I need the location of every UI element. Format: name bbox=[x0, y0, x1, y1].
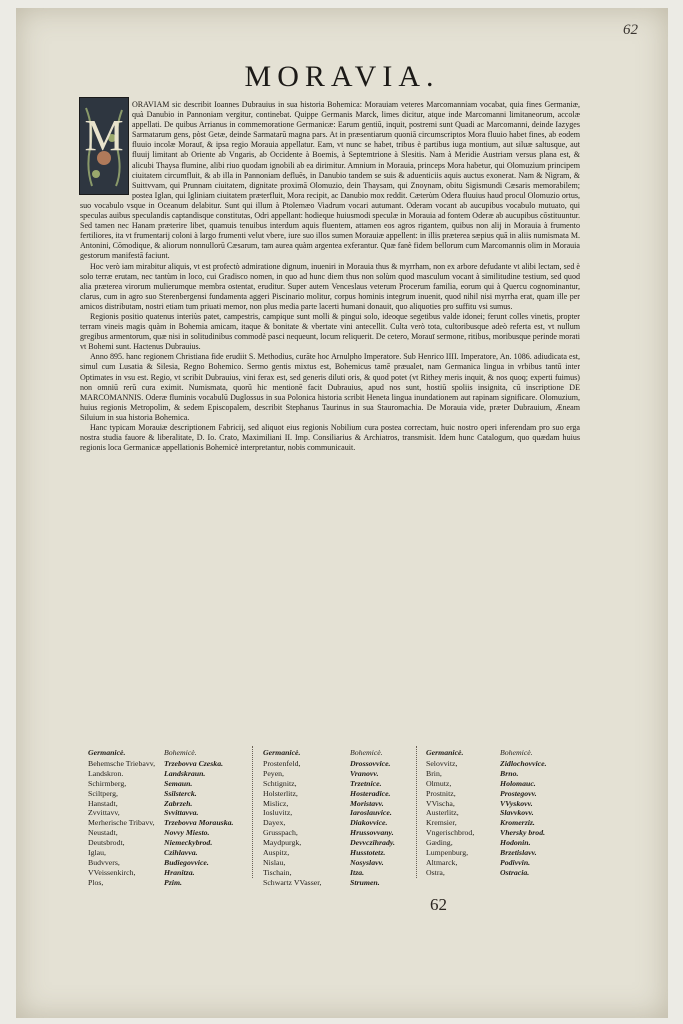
table-cell: Peyen, bbox=[263, 768, 285, 778]
table-cell: Auspitz, bbox=[263, 848, 290, 858]
paragraph-1: ORAVIAM sic describit Ioannes Dubrauius in sua historia Bohemica: Morauiam veteres Marcomanniam vocabat, quia fines Germaniæ, quà Danubio in Pannoniam vergitur, continebat. Quippe Germanis Marck, limes dicitur, atque inde Marcomanni limitaneorum, accolæ appellati. De quibus Arrianus in commemoratione Germanicæ: Earum gentiū, inquit, postremi sunt Quadi ac Marcomanni, deinde Iazyges Sarmatarum gens, pòst Getæ, deinde Sarmatarū magna pars. At in præsentiarum quoniā circumscriptos Mora fluuio habet fines, ab eodem fluuio incolæ Morauī, & ipsa regio Morauia appellatur. Eam, vt nunc se habet, tribus è partibus iuga montium, aut siluæ saltusque, aut fluuij limitant ab Oriente ab Vngaris, ab Occidente à Boemis, à Septemtrione à Slesitis. Nam à Meridie Austriam versus plana est, & alicubi Thaysa flumine, alibi riuo quodam ignobili ab ea dirimitur. Amnium in Morauia, princeps Mora habetur, qui Olomuzium principem ciuitatem circumfluit, & ab illa in Pannoniam defluēs, in Danubio tandem se suis & aduenticiis aquis auctus exonerat. Nam & Nigram, & Suittvvam, qui Prunnam ciuitatem, dignitate proximā Olomuzio, dein Thaysam, qui Znoynam, obitu Sigismundi Cæsaris memorabilem; postea Iglan, qui Igliniam ciuitatem præterfluit, Mora recipit, ac Danubio mox reddit. Cæterùm Odera fluuius haud procul Olomuzio ortus, suo vocabulo vsque in Oceanum delabitur. Sunt qui illum à Ptolemæo Viadrum vocari autumant. Oderam vocant ab aucupibus vocabulo mutuato, qui speculas auibus speculandis captandisque constitutas, Odri appellant: hodieque huiusmodi speculæ in Morauia ad fontem Oderæ ab aucupibus cōstituuntur. Sed tamen nec Hanam præterire libet, quamuis tenuibus interdum aquis fluentem, attamen eos agros rigantem, quibus non alij in Morauia à frumento fertiliores, ita vt frumentarij coloni à largo frumenti velut vbere, iure suo illos sumen Morauiæ appellent: in illis præterea sæpius quā in aliis numismata M. Antonini, Cōmodique, & aliorum nonnullorū Cæsarum, tam aurea quàm argentea exferantur. Quæ fanè fidem bellorum cum Marcomannis olim in Morauia gestorum manifestā faciunt. bbox=[80, 100, 580, 261]
table-cell: Vhersky brod. bbox=[500, 828, 546, 838]
table-cell: Schwartz VVasser, bbox=[263, 877, 322, 887]
table-cell: Hanstadt, bbox=[88, 798, 118, 808]
table-cell: Olmutz, bbox=[426, 778, 452, 788]
place-names-table bbox=[88, 748, 598, 888]
table-col-5 bbox=[426, 748, 474, 878]
table-cell: Mislicz, bbox=[263, 798, 289, 808]
table-header: Germanicè. bbox=[88, 748, 126, 757]
decorated-initial-icon bbox=[80, 98, 128, 194]
initial-letter: M bbox=[84, 111, 124, 160]
table-cell: Iosluvitz, bbox=[263, 808, 293, 818]
page-title: MORAVIA. bbox=[244, 60, 440, 93]
table-cell: Ostra, bbox=[426, 867, 445, 877]
body-text bbox=[80, 100, 580, 453]
table-cell: Maydpurgk, bbox=[263, 838, 302, 848]
table-cell: Ssilsterck. bbox=[164, 788, 197, 798]
table-cell: Pzim. bbox=[164, 877, 182, 887]
table-cell: Vranovv. bbox=[350, 768, 379, 778]
table-cell: VVyskovv. bbox=[500, 798, 533, 808]
table-cell: Deutsbrodt, bbox=[88, 838, 125, 848]
table-cell: Husstotetz. bbox=[350, 848, 386, 858]
table-cell: Kromerziz. bbox=[500, 818, 535, 828]
table-cell: Holsterlitz, bbox=[263, 788, 298, 798]
table-cell: Brzetislavv. bbox=[500, 848, 537, 858]
page-number-top: 62 bbox=[623, 22, 638, 38]
table-cell: Budvvers, bbox=[88, 857, 120, 867]
table-col-1 bbox=[88, 748, 155, 888]
table-divider bbox=[416, 746, 417, 878]
table-col-3 bbox=[263, 748, 321, 888]
table-cell: Altmarck, bbox=[426, 857, 458, 867]
table-cell: Zvvittavv, bbox=[88, 808, 120, 818]
table-cell: Schtignitz, bbox=[263, 778, 297, 788]
table-col-2 bbox=[164, 748, 233, 888]
table-cell: Svvittavva. bbox=[164, 808, 199, 818]
table-cell: Tischain, bbox=[263, 867, 292, 877]
table-header: Bohemicè. bbox=[500, 748, 533, 757]
table-cell: Iglau, bbox=[88, 848, 106, 858]
paragraph-2: Hoc verò iam mirabitur aliquis, vt est profectò admiratione dignum, inueniri in Morauia thus & myrrham, non ex arbore defudante vt alibi lectam, sed è solo terræ erutam, nec tantùm in loco, cui Gradisco nomen, in quo ad hunc diem thus non solùm quod masculum vocant à similitudine testium, sed quod alia præterea virorum mulierumque membra ostentat, eruditur. Super autem Venceslaus veterum Procerum familia, eorum qui à Quercu cognominantur, clarus, cum in agro suo Sterenbergensi fundamenta aggeri Piscinario molitur, corpus hominis integrum inuenit, quod nihil nisi myrrha erat, quam ille per amicos distributam, nostri etiam tum priuati memor, non plus media parte lacerti humani donauit, quo aliquoties pro suffitu vsi sumus. bbox=[80, 261, 580, 311]
table-cell: Moristavv. bbox=[350, 798, 384, 808]
decorated-initial-m bbox=[79, 97, 129, 195]
table-cell: Trzetnice. bbox=[350, 778, 382, 788]
table-cell: Selovvitz, bbox=[426, 758, 458, 768]
table-cell: Niemeckybrod. bbox=[164, 838, 213, 848]
paragraph-3: Regionis positio quatenus interiùs patet, campestris, campique sunt molli & pingui solo, ideoque segetibus valde idonei; ferunt colles vinetis, propter terram vineis magis quàm in Bohemia amicam, itaque & bonitate & vbertate vini antecellit. Culta verò tota, cultoribusque adeò referta est, vt nullum gregibus armentorum, quæ nisi in solitudinibus commodè pasci nequeunt, locum reliquerit. De cetero, Morauī sermone, ritibus, moribusque perinde morati vt Bohemi sunt. Hactenus Dubrauius. bbox=[80, 311, 580, 352]
table-col-6 bbox=[500, 748, 547, 878]
table-cell: Ostracia. bbox=[500, 867, 530, 877]
table-cell: Czihlavva. bbox=[164, 848, 198, 858]
table-cell: Dayex, bbox=[263, 818, 286, 828]
table-cell: Hrussovvany. bbox=[350, 828, 394, 838]
table-cell: Iaroslauvice. bbox=[350, 808, 392, 818]
table-cell: Vngerischbrod, bbox=[426, 828, 475, 838]
table-cell: Kremsier, bbox=[426, 818, 457, 828]
table-cell: Hranitza. bbox=[164, 867, 195, 877]
table-cell: Schirmberg, bbox=[88, 778, 127, 788]
table-cell: Landskraun. bbox=[164, 768, 206, 778]
table-cell: Trzebovva Czeska. bbox=[164, 758, 224, 768]
page-number-bottom: 62 bbox=[430, 895, 447, 914]
table-cell: Hodonin. bbox=[500, 838, 531, 848]
table-col-4 bbox=[350, 748, 395, 888]
table-header: Bohemicè. bbox=[164, 748, 197, 757]
paragraph-4: Anno 895. hanc regionem Christiana fide erudiit S. Methodius, curāte hoc Arnulpho Imperatore. Sub Henrico IIII. Imperatore, An. 1086. adiudicata est, simul cum Lusatia & Silesia, Regno Bohemico. Sermo gentis mixtus est, Bohemicus tamē præualet, nam Germanica lingua in vrbibus tantū inter Optimates in vsu est. Regio, vt scribit Dubrauius, vini ferax est, sed generis diluti oris, & quod potet (vt Rithey meris inquit, & nos quoq; experti fuimus) non omniū rerū cura eximit. Numismata, quorū hic mentionē facit Dubrauius, apud nos sunt, hostiū spoliis insignita, cū inscriptione DE MARCOMANNIS. Oderæ fluminis vocabulū Duglossus in sua Polonica historia scribit Heneta lingua inundationem aut rapinam significare. Olomuzium, huius regionis Metropolim, & sedem Episcopalem, describit Stephanus Taurinus in sua Stauromachia. De Morauia vide, præter Dubrauium, Æneam Siluium in sua historia Bohemica. bbox=[80, 352, 580, 422]
table-cell: Merherische Tribavv, bbox=[88, 818, 155, 828]
table-cell: Prostegovv. bbox=[500, 788, 537, 798]
table-cell: Podivvin. bbox=[500, 857, 531, 867]
table-cell: Strumen. bbox=[350, 877, 380, 887]
table-cell: Drossovvice. bbox=[350, 758, 391, 768]
table-divider bbox=[252, 746, 253, 878]
table-cell: Budiegovvice. bbox=[164, 857, 209, 867]
table-cell: Grusspach, bbox=[263, 828, 298, 838]
table-cell: Behemsche Triebavv, bbox=[88, 758, 156, 768]
table-cell: Gæding, bbox=[426, 838, 453, 848]
table-cell: Sciltperg, bbox=[88, 788, 118, 798]
table-cell: Zabrzeh. bbox=[164, 798, 193, 808]
table-cell: Neustadt, bbox=[88, 828, 118, 838]
table-cell: Brno. bbox=[500, 768, 519, 778]
table-cell: Devvczihrady. bbox=[350, 838, 395, 848]
table-cell: Lumpenburg, bbox=[426, 848, 469, 858]
table-cell: Prostnitz, bbox=[426, 788, 456, 798]
table-cell: Trzebovva Morauska. bbox=[164, 818, 234, 828]
table-cell: Nislau, bbox=[263, 857, 286, 867]
table-cell: Plos, bbox=[88, 877, 104, 887]
table-cell: Zidlochovvice. bbox=[500, 758, 547, 768]
table-cell: Slavvkovv. bbox=[500, 808, 534, 818]
table-cell: Diakovvice. bbox=[350, 818, 388, 828]
table-cell: VVischa, bbox=[426, 798, 455, 808]
table-cell: Brin, bbox=[426, 768, 442, 778]
table-header: Germanicè. bbox=[263, 748, 301, 757]
table-cell: Nosyslavv. bbox=[350, 857, 384, 867]
table-cell: Semaun. bbox=[164, 778, 193, 788]
table-cell: Holomauc. bbox=[500, 778, 536, 788]
table-header: Bohemicè. bbox=[350, 748, 383, 757]
table-cell: Novvy Miesto. bbox=[164, 828, 210, 838]
table-cell: VVeissenkirch, bbox=[88, 867, 136, 877]
table-cell: Hosteradice. bbox=[350, 788, 391, 798]
table-header: Germanicè. bbox=[426, 748, 464, 757]
table-cell: Austerlitz, bbox=[426, 808, 459, 818]
table-cell: Prostenfeld, bbox=[263, 758, 301, 768]
paragraph-5: Hanc typicam Morauiæ descriptionem Fabricij, sed aliquot eius regionis Nobilium cura postea correctam, huic nostro operi inferendam pro suo erga nostra studia fauore & liberalitate, D. Io. Crato, Maximiliani II. Imp. Consiliarius & Archiatros, transmisit. Idem hunc Catalogum, quo quædam huius regionis loca Germanicæ appellationis Bohemicè interpretantur, nobis communicauit. bbox=[80, 423, 580, 453]
table-cell: Itza. bbox=[350, 867, 365, 877]
table-cell: Landskron. bbox=[88, 768, 124, 778]
